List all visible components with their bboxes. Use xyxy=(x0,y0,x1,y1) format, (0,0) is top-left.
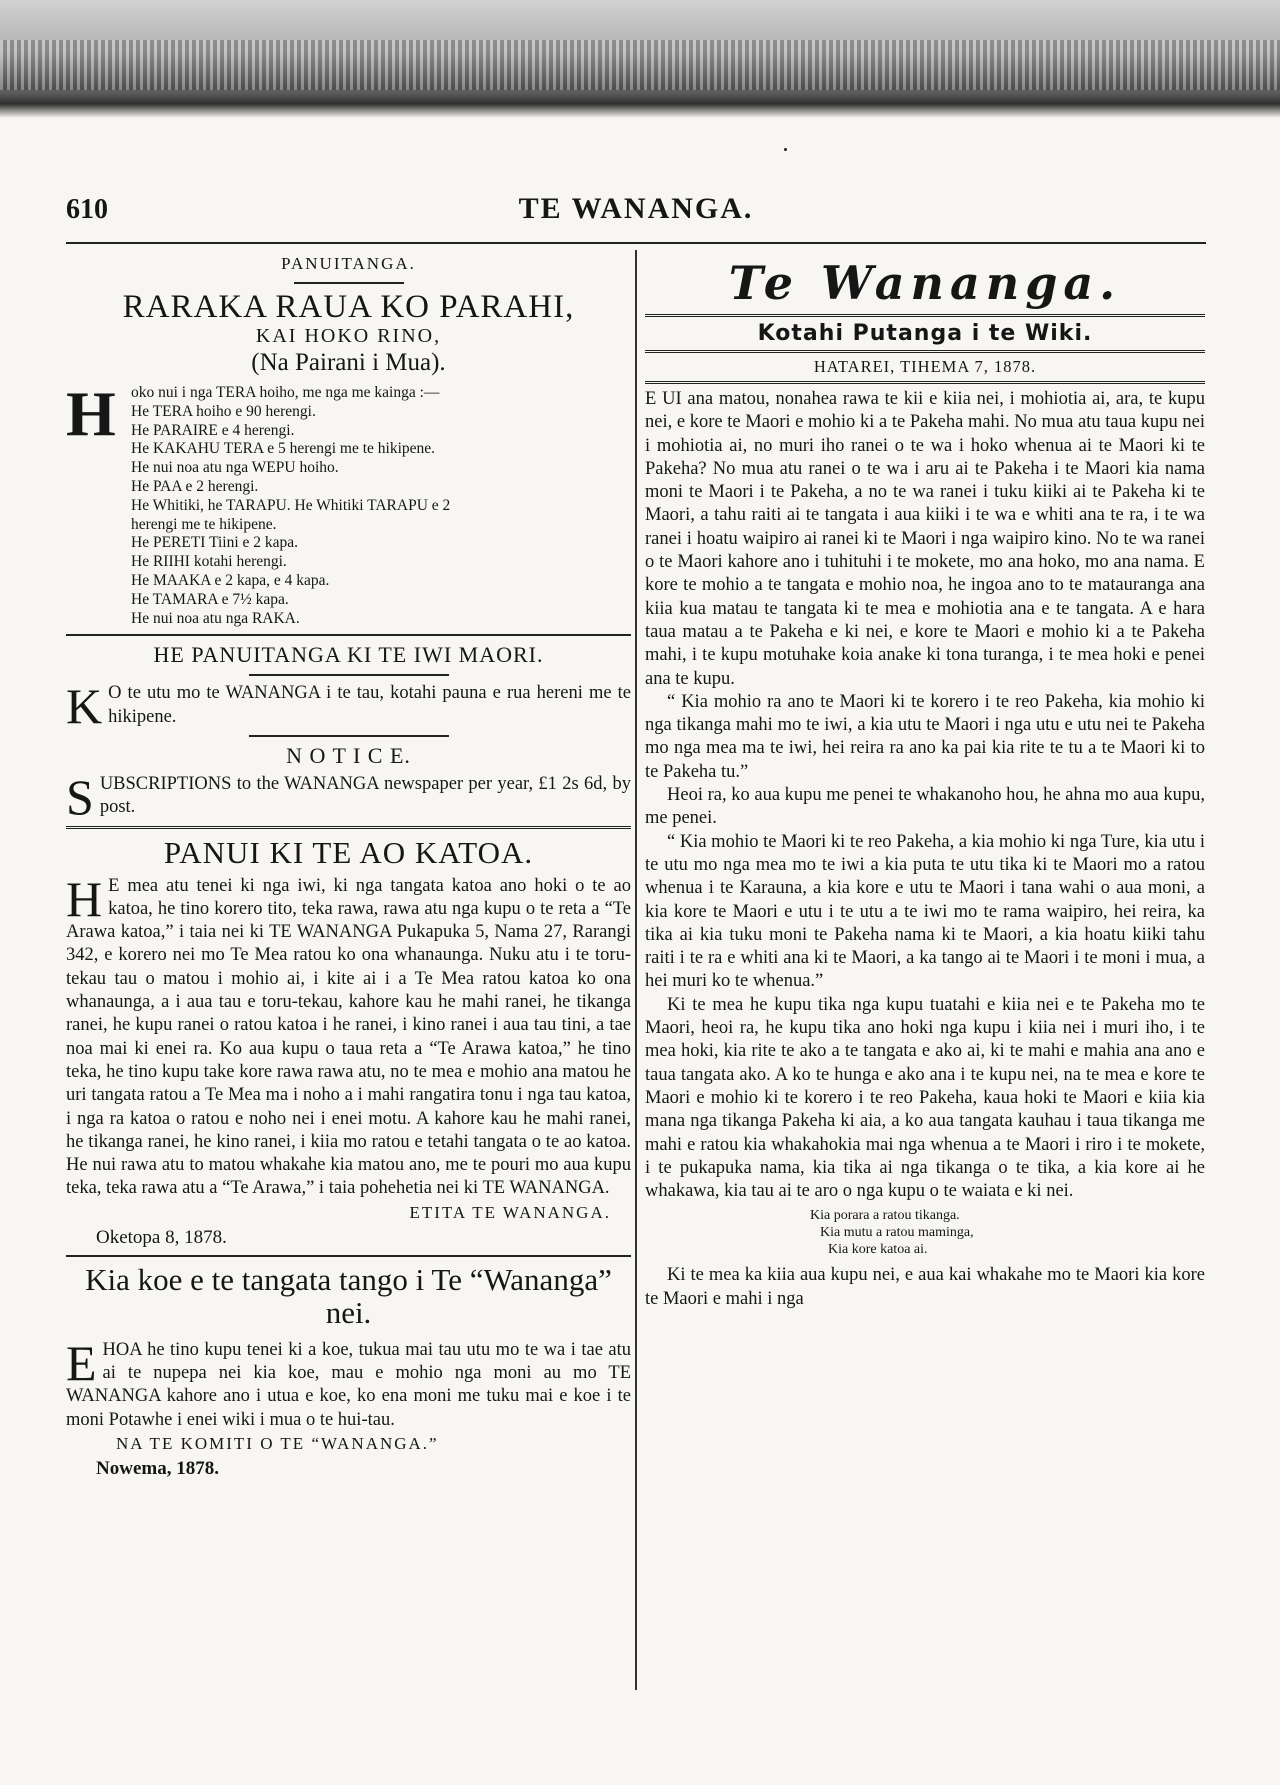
header-rule xyxy=(66,242,1206,244)
notice-en-text xyxy=(66,768,631,825)
dateline: HATAREI, TIHEMA 7, 1878. xyxy=(813,357,1037,376)
page-header xyxy=(66,190,1206,234)
ad-item: He PERETI Tiini e 2 kapa. xyxy=(131,534,299,552)
poem xyxy=(810,1207,1205,1258)
editorial-paragraph: E UI ana matou, nonahea rawa te kii e kiia nei, i mohiotia ai, ara, te kupu nei, e kore te Maori e mohio ki a te Pakeha mahi. No mua atu taua kupu nei i mohiotia ai, no muri iho ranei o te wa i hoko whenua ai te Maori ki te Pakeha? No mua atu ranei o te wa i aru ai te Pakeha i te Maori kia nama moni te Maori i te Pakeha, a no te wa ranei i tuku kiiki ai te Pakeha ki te Maori, a tahu raiti ai te tangata i aua kiiki i te wa e whiti ana te ra, i te wa ranei i hoatu waipiro ai ranei ki te Maori i nga waipiro kino. No te wa ranei o te Maori kahore ano i tuhituhi i te mokete, mo ana hoko, mo ana nama. E kore te mohio a te tangata e mohio noa, he ingoa ano to te matauranga ana kiia kua matau te tangata ki te mea e mohiotia ana e te tangata. A e hara taua matau a te Pakeha e ki nei, e kore te Maori e mohio ki a te Pakeha mahi, i te kupu motuhake koia anake ki tona turanga, i te mea hoki e penei ana te kupu. xyxy=(645,389,1205,689)
section-separator xyxy=(249,674,449,676)
editorial-paragraph: Heoi ra, ko aua kupu me penei te whakanoho hou, he ahna mo aua kupu, me penei. xyxy=(645,785,1205,829)
panui-drop-cap: H xyxy=(66,870,103,927)
ad-sub2: (Na Pairani i Mua). xyxy=(251,349,446,376)
ad-item: He nui noa atu nga RAKA. xyxy=(131,609,300,627)
section-separator xyxy=(66,1255,631,1257)
panui-heading: PANUI KI TE AO KATOA. xyxy=(163,834,534,870)
notice-en-drop-cap: S xyxy=(66,768,94,825)
editorial-paragraph: “ Kia mohio ra ano te Maori ki te korero i te reo Pakeha, kia mohio ki nga tikanga mahi mo te iwi, a kia utu te Maori i nga utu e utu nei te Pakeha mo nga mea ma te iwi, hei reira ra ano ka pai kia rite te tu a te Maori ki to te Pakeha tu.” xyxy=(645,691,1205,782)
poem-line: Kia kore katoa ai. xyxy=(828,1242,928,1258)
right-column xyxy=(645,252,1205,1311)
ad-label: PANUITANGA. xyxy=(281,254,416,273)
notice-maori-text xyxy=(66,678,631,735)
ad-item: He MAAKA e 2 kapa, e 4 kapa. xyxy=(131,571,330,589)
notice-maori-heading: HE PANUITANGA KI TE IWI MAORI. xyxy=(153,642,544,668)
ad-item: He PARAIRE e 4 herengi. xyxy=(131,421,295,439)
notice-en-body: UBSCRIPTIONS to the WANANGA newspaper per year, £1 2s 6d, by post. xyxy=(99,773,631,818)
ad-item-list xyxy=(66,403,631,629)
column-divider xyxy=(635,250,637,1690)
ad-item: He TAMARA e 7½ kapa. xyxy=(131,590,289,608)
kia-koe-text xyxy=(66,1334,631,1432)
poem-line: Kia mutu a ratou maminga, xyxy=(820,1225,974,1241)
kia-koe-signature: NA TE KOMITI O TE “WANANGA.” xyxy=(116,1433,439,1453)
ad-item: He RIIHI kotahi herengi. xyxy=(131,553,287,571)
notice-maori-drop-cap: K xyxy=(66,678,103,735)
panui-text xyxy=(66,870,631,1201)
page-number: 610 xyxy=(66,194,108,225)
panui-signature: ETITA TE WANANGA. xyxy=(409,1202,611,1222)
editorial-paragraph: “ Kia mohio te Maori ki te reo Pakeha, a kia mohio ki nga Ture, kia utu i te utu mo nga mea mo te iwi a kia puta te utu tika ki te Maori mo a ratou whenua i te Karauna, a kia kore e utu te Maori i tana wahi o aua moni, a kia kore te Maori e utu i te utu a te iwi mo te rama waipiro, hei reira, ka tika ai kia tuku moni te Pakeha nama ki te Maori, a kia hoatu kiiki tahu raiti i te ra e whiti ana ki te Maori, a ka tango ai te Maori i te moni i mua, a hei muri ko te whenua.” xyxy=(645,831,1205,992)
kotahi-rule xyxy=(645,350,1205,353)
ad-item: He TERA hoiho e 90 herengi. xyxy=(131,402,316,420)
poem-line: Kia porara a ratou tikanga. xyxy=(810,1208,960,1224)
ad-item: herengi me te hikipene. xyxy=(131,515,277,533)
ad-item: He PAA e 2 herengi. xyxy=(131,477,259,495)
dateline-rule xyxy=(645,381,1205,384)
ad-title: RARAKA RAUA KO PARAHI, xyxy=(122,289,575,325)
ad-body xyxy=(66,378,631,628)
left-column xyxy=(66,252,631,1486)
page-title: TE WANANGA. xyxy=(518,192,754,225)
ad-label-underline xyxy=(294,282,404,284)
section-separator xyxy=(66,826,631,829)
masthead-rule xyxy=(645,314,1205,317)
scan-speck xyxy=(784,148,787,151)
kia-koe-heading: Kia koe e te tangata tango i Te “Wananga” nei. xyxy=(85,1261,612,1330)
closing-paragraph: Ki te mea ka kiia aua kupu nei, e aua kai whakahe mo te Maori kia kore te Maori e mahi i nga xyxy=(645,1265,1205,1309)
notice-en-heading: N O T I C E. xyxy=(286,742,411,768)
ad-subtitle: KAI HOKO RINO, xyxy=(255,325,442,347)
ad-item: He Whitiki, he TARAPU. He Whitiki TARAPU e 2 xyxy=(131,496,451,514)
kotahi-line: Kotahi Putanga i te Wiki. xyxy=(757,321,1093,346)
ad-item: He nui noa atu nga WEPU hoiho. xyxy=(131,459,339,477)
editorial-paragraph: Ki te mea he kupu tika nga kupu tuatahi e kiia nei e te Pakeha mo te Maori, heoi ra, he kupu tika ano hoki nga kupu i kiia nei i muri iho, i te mea hoki, kia rite te ako a te tangata e ako ai, ki te mahi e mahia ana ano e taua tangata ako. A ko te hunga e ako ana i te kupu nei, na te mea e kore te Maori e mohio ki te korero i te reo Pakeha, kaua hoki te Maori e kiia kia mana nga tikanga Pakeha ki aia, a ko aua tangata kauhau i taua tikanga me mahi e ratou kia whakahokia mai nga whenua a te Maori i riro i te mokete, i te pukapuka nama, kia tika ai nga tikanga o te tika, a kia kore ai he whakawa, kia tau ai te aro o nga kupu o te waiata e ki nei. xyxy=(645,994,1205,1202)
kia-koe-body: HOA he tino kupu tenei ki a koe, tukua mai tau utu mo te wa i tae atu ai te nupepa nei kia koe, mau e mohio nga moni au mo TE WANANGA kahore ano i utua e koe, ko ena moni me tuku mai e koe i te moni Potawhe i enei wiki i mua o te hui-tau. xyxy=(66,1339,631,1430)
kia-koe-date: Nowema, 1878. xyxy=(96,1457,219,1479)
scan-smudge-band xyxy=(0,0,1280,118)
ad-lead: oko nui i nga TERA hoiho, me nga me kainga :— xyxy=(131,384,440,401)
section-separator xyxy=(249,735,449,737)
kia-koe-drop-cap: E xyxy=(66,1334,97,1391)
panui-body: E mea atu tenei ki nga iwi, ki nga tangata katoa ano hoki o te ao katoa, he tino korero tito, teka rawa, rawa atu nga kupu o te reta a “Te Arawa katoa,” i taia nei ki TE WANANGA Pukapuka 5, Nama 27, Rarangi 342, e korero nei mo Te Mea ratou ko ona whanaunga. Nuku atu i te toru-tekau tau o matou i mohio ai, i kite ai i a Te Mea ratou katoa ko ona whanaunga, a i aua tau e toru-tekau, kahore kau he mahi ranei, he tikanga ranei, he kupu ranei o ratou katoa i he ranei, i kino ranei i aua tau tini, a tae noa mai ki enei ra. Ko aua kupu o taua reta a “Te Arawa katoa,” he tino teka, he tino kupu take kore rawa rawa atu, no te mea e mohio ana matou he uri tangata ratou a Te Mea ma i noho a i mahi rangatira tonu i nga tau katoa, i nga ra katoa o ratou e noho nei i enei motu. A kahore kau he mahi ranei, he tikanga ranei, he kino ranei, i kiia mo ratou e tetahi tangata o te ao katoa. He nui rawa atu to matou whakahe kia matou ano, me te pouri mo aua kupu teka, teka rawa atu a “Te Arawa,” i taia pohehetia nei ki TE WANANGA. xyxy=(66,875,631,1199)
notice-maori-body: O te utu mo te WANANGA i te tau, kotahi pauna e rua hereni me te hikipene. xyxy=(108,683,631,727)
masthead: Te Wananga. xyxy=(728,256,1122,310)
ad-drop-cap: H xyxy=(66,378,116,449)
ad-item: He KAKAHU TERA e 5 herengi me te hikipene. xyxy=(131,440,436,458)
panui-date: Oketopa 8, 1878. xyxy=(96,1226,227,1248)
section-separator xyxy=(66,634,631,636)
